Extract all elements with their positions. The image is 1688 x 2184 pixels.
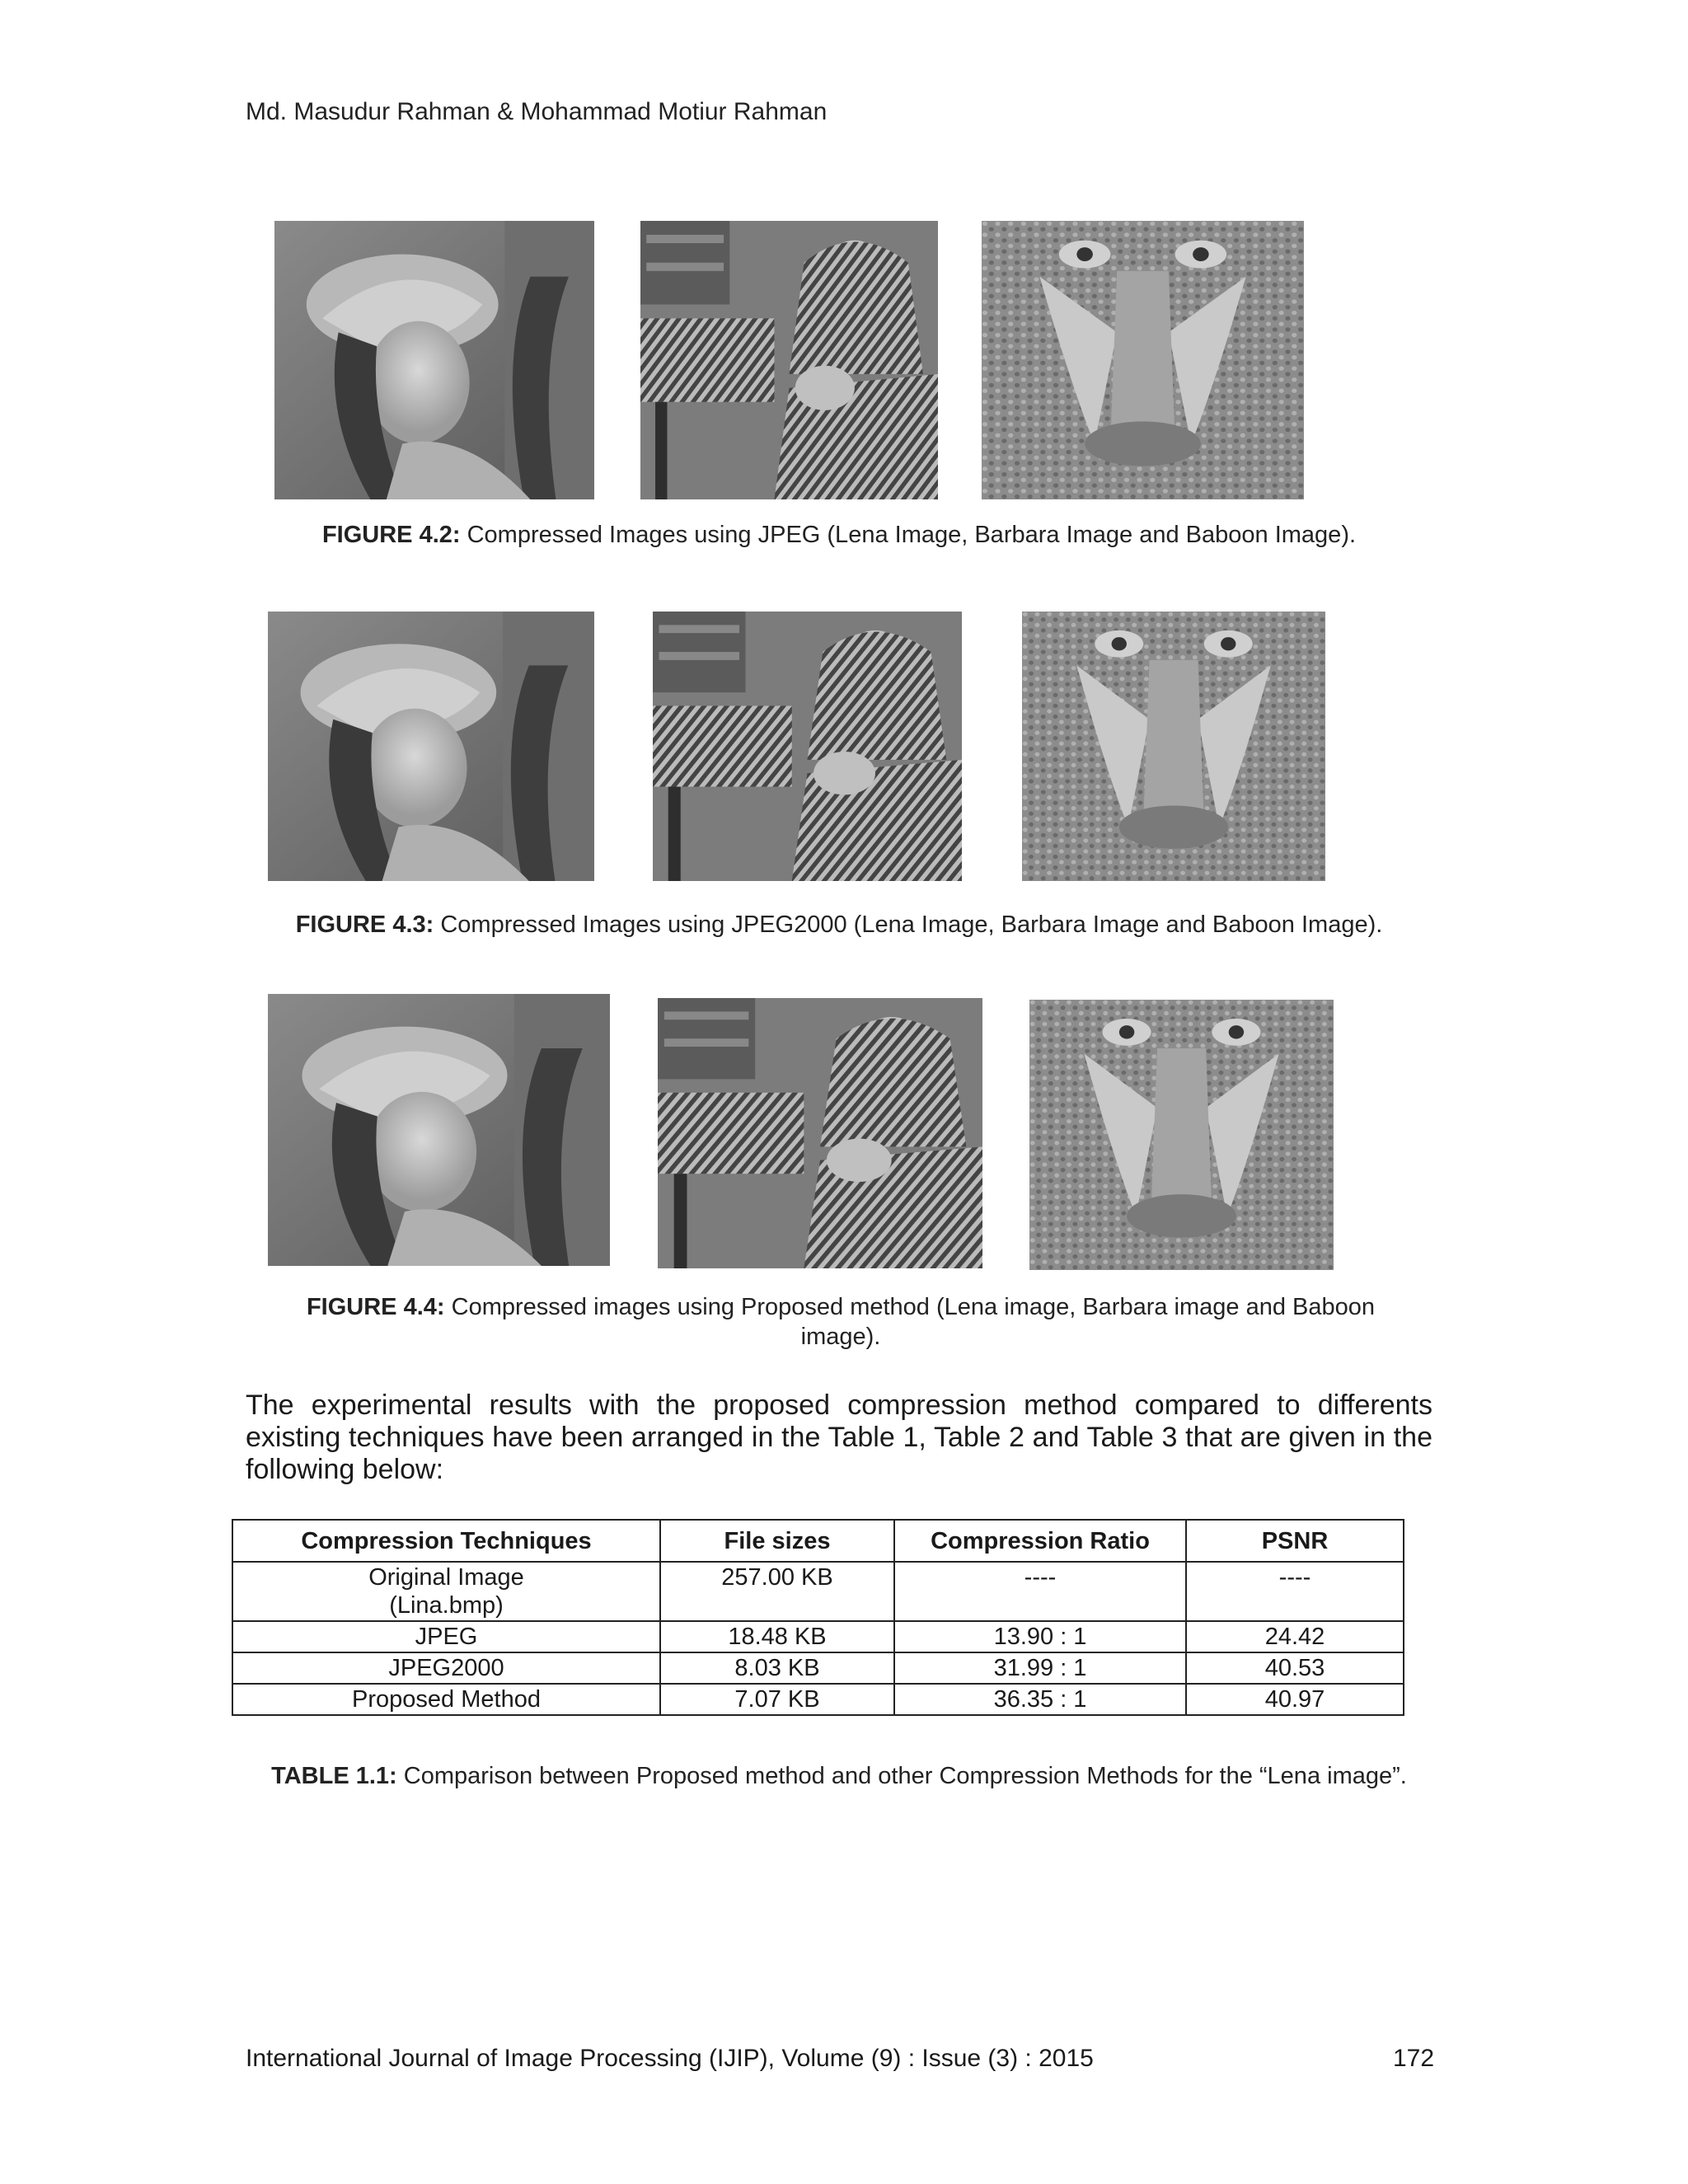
table-cell: 36.35 : 1 [894,1684,1186,1715]
table-cell: 7.07 KB [660,1684,894,1715]
figure-4-3-label: FIGURE 4.3: [295,912,434,938]
table-cell: 24.42 [1186,1621,1404,1652]
figure-4-2-label: FIGURE 4.2: [321,522,461,548]
table-cell: 8.03 KB [660,1652,894,1684]
figure-4-3-baboon-image [1022,612,1325,881]
table-cell: 257.00 KB [660,1562,894,1621]
table-cell: 40.53 [1186,1652,1404,1684]
table-header-cell: Compression Techniques [232,1520,660,1562]
comparison-table [232,1519,1404,1716]
running-header: Md. Masudur Rahman & Mohammad Motiur Rahman [246,98,828,125]
figure-4-3-barbara-image [653,612,962,881]
table-1-1-caption [246,1761,1432,1791]
figure-4-2-barbara-image [640,221,938,499]
figure-4-2-caption [246,520,1432,550]
table-cell: ---- [894,1562,1186,1621]
figure-4-2-baboon-image [982,221,1304,499]
table-header-cell: File sizes [660,1520,894,1562]
table-header-row [232,1520,1404,1562]
figure-4-2-caption-text: Compressed Images using JPEG (Lena Image, Barbara Image and Baboon Image). [460,522,1357,548]
page-number: 172 [1393,2045,1435,2072]
table-row [232,1562,1404,1621]
body-paragraph: The experimental results with the proposed compression method compared to differents existing techniques have been arranged in the Table 1, Table 2 and Table 3 that are given in the following below: [246,1390,1432,1485]
figure-4-3-caption-text: Compressed Images using JPEG2000 (Lena Image, Barbara Image and Baboon Image). [434,912,1383,938]
figure-4-4-barbara-image [658,998,982,1268]
figure-4-4-caption [280,1292,1401,1352]
table-row [232,1684,1404,1715]
table-row [232,1652,1404,1684]
figure-4-4-baboon-image [1029,1000,1334,1270]
table-cell: Original Image (Lina.bmp) [232,1562,660,1621]
figure-4-2-lena-image [274,221,594,499]
figure-4-4-caption-text: Compressed images using Proposed method (Lena image, Barbara image and Baboon image). [444,1294,1376,1350]
table-cell: 40.97 [1186,1684,1404,1715]
table-cell: JPEG2000 [232,1652,660,1684]
figure-4-3-lena-image [268,612,594,881]
figure-4-4-lena-image [268,994,610,1266]
table-cell: JPEG [232,1621,660,1652]
table-1-1-caption-text: Comparison between Proposed method and other Compression Methods for the “Lena image”. [396,1763,1407,1789]
table-1-1-label: TABLE 1.1: [271,1763,397,1789]
figure-4-4-label: FIGURE 4.4: [306,1294,445,1320]
table-cell: 31.99 : 1 [894,1652,1186,1684]
table-header-cell: Compression Ratio [894,1520,1186,1562]
figure-4-3-caption [246,910,1432,940]
table-header-cell: PSNR [1186,1520,1404,1562]
table-cell: Proposed Method [232,1684,660,1715]
table-cell: ---- [1186,1562,1404,1621]
table-cell: 18.48 KB [660,1621,894,1652]
journal-footer: International Journal of Image Processing (IJIP), Volume (9) : Issue (3) : 2015 [246,2045,1094,2072]
table-cell: 13.90 : 1 [894,1621,1186,1652]
table-row [232,1621,1404,1652]
